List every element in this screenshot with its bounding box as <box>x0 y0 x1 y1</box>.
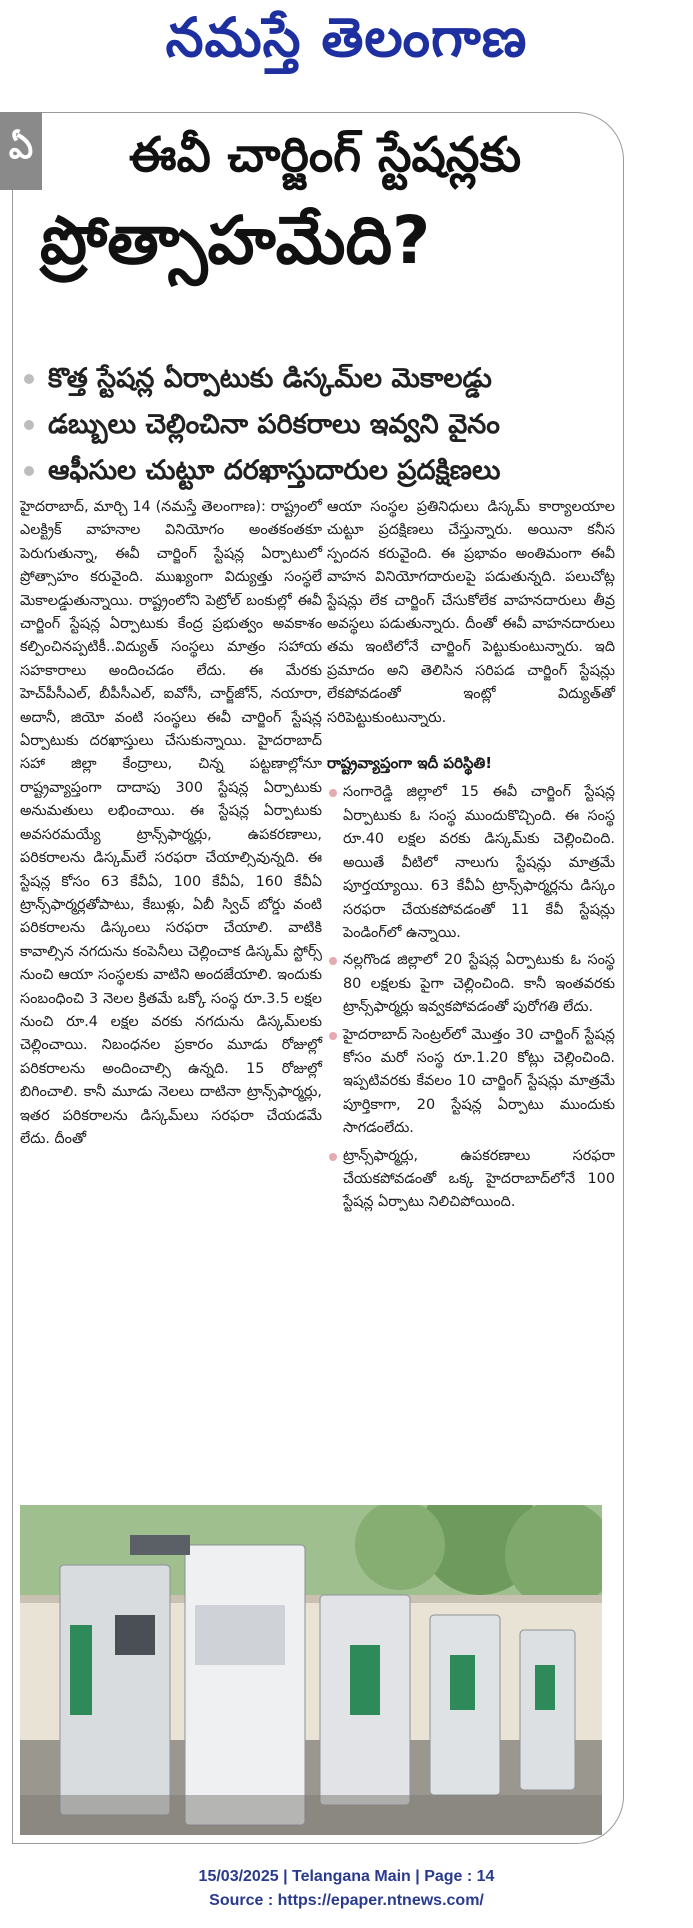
bullet-icon <box>329 1153 337 1161</box>
footer-edition-info: 15/03/2025 | Telangana Main | Page : 14 <box>198 1868 495 1885</box>
headline-line-2: ప్రోత్సాహమేది? <box>40 202 431 280</box>
situation-item: నల్లగొండ జిల్లాలో 20 స్టేషన్ల ఏర్పాటుకు ఓ సంస్థ 80 లక్షలకు పైగా చెల్లించింది. కానీ ఇంతవరకు ట్రాన్స్‌ఫార్మర్లు ఇవ్వకపోవడంతో పురోగతి లేదు. <box>327 949 615 1019</box>
body-paragraph: ఆయా సంస్థల ప్రతినిధులు డిస్కమ్ కార్యాలయాల చుట్టూ ప్రదక్షిణలు చేస్తున్నారు. అయినా కనీస స్పందన కరువైంది. ఈ ప్రభావం అంతిమంగా ఈవీ వాహన వినియోగదారులపై పడుతున్నది. పలుచోట్ల స్టేషన్లు లేక చార్జింగ్ చేసుకోలేక వాహనదారులు తీవ్ర అవస్థలు పడుతున్నారు. దీంతో ఈవీ వాహనదారులు తమ ఇంటిలోనే చార్జింగ్ పెట్టుకుంటున్నారు. ఇది ప్రమాదం అని తెలిసిన సరిపడ చార్జింగ్ స్టేషన్లు లేకపోవడంతో ఇంట్లో విద్యుత్‌తో సరిపెట్టుకుంటున్నారు. <box>327 499 615 726</box>
article-body-right-column <box>327 496 615 1219</box>
bullet-icon <box>24 466 34 476</box>
bullet-icon <box>329 1032 337 1040</box>
newspaper-masthead: నమస్తే తెలంగాణ <box>165 5 528 69</box>
headline-line-1: ఈవీ చార్జింగ్ స్టేషన్లకు <box>128 127 522 183</box>
article-headline <box>40 128 610 279</box>
ev-charging-stations-photo <box>20 1505 602 1835</box>
body-paragraph: హైదరాబాద్, మార్చి 14 (నమస్తే తెలంగాణ): రాష్ట్రంలో ఎలక్ట్రిక్ వాహనాల వినియోగం అంతకంతకూ పెరుగుతున్నా, ఈవీ చార్జింగ్ స్టేషన్ల ఏర్పాటులో ప్రోత్సాహం కరువైంది. ముఖ్యంగా విద్యుత్తు సంస్థలే మెకాలడ్డుతున్నాయి. రాష్ట్రంలోని పెట్రోల్ బంకుల్లో ఈవీ చార్జింగ్ స్టేషన్ల ఏర్పాటుకు కేంద్ర ప్రభుత్వం అవకాశం కల్పించినప్పటికీ..విద్యుత్ సంస్థలు మాత్రం సహాయ సహకారాలు అందించడం లేదు. ఈ మేరకు హెచ్‌పీసీఎల్, బీపీసీఎల్, ఐవోసీ, చార్జ్‌జోన్, నయారా, అదానీ, జియో వంటి సంస్థలు ఈవీ చార్జింగ్ స్టేషన్ల ఏర్పాటుకు దరఖాస్తులు చేసుకున్నాయి. హైదరాబాద్ సహా జిల్లా కేంద్రాలు, చిన్న పట్టణాల్లోనూ రాష్ట్రవ్యాప్తంగా దాదాపు 300 స్టేషన్ల ఏర్పాటుకు అనుమతులు లభించాయి. ఈ స్టేషన్ల ఏర్పాటుకు అవసరమయ్యే ట్రాన్స్‌ఫార్మర్లు, ఉపకరణాలు, పరికరాలను డిస్కమ్‌లే సరఫరా చేయాల్సివున్నది. ఈ స్టేషన్ల కోసం 63 కేవీఏ, 100 కేవీఏ, 160 కేవీఏ ట్రాన్స్‌ఫార్మర్లతోపాటు, కేబుళ్లు, ఏబీ స్విచ్ బోర్డు వంటి పరికరాలను డిస్కంలు సరఫరా చేయాలి. వాటికి కావాల్సిన నగదును కంపెనీలు చెల్లించాక డిస్కమ్ స్టోర్స్ నుంచి ఆయా సంస్థలకు వాటిని అందజేయాలి. ఇందుకు సంబంధించి 3 నెలల క్రితమే ఒక్కో సంస్థ రూ.3.5 లక్షల నుంచి రూ.4 లక్షల వరకు నగదును డిస్కమ్‌లకు చెల్లించాయి. నిబంధనల ప్రకారం మూడు రోజుల్లో పరికరాలను అందించాల్సి ఉన్నది. 15 రోజుల్లో బిగించాలి. కానీ మూడు నెలలు దాటినా ట్రాన్స్‌ఫార్మర్లు, ఇతర పరికరాలను డిస్కమ్‌లు సరఫరా చేయడమే లేదు. దీంతో <box>20 499 322 1147</box>
bullet-icon <box>329 789 337 797</box>
situation-item: సంగారెడ్డి జిల్లాలో 15 ఈవీ చార్జింగ్ స్టేషన్ల ఏర్పాటుకు ఓ సంస్థ ముందుకొచ్చింది. ఈ సంస్థ రూ.40 లక్షల వరకు డిస్కమ్‌కు చెల్లించింది. అయితే వీటిలో నాలుగు స్టేషన్లు మాత్రమే పూర్తయ్యాయి. 63 కేవీఏ ట్రాన్స్‌ఫార్మర్లను డిస్కం సరఫరా చేయకపోవడంతో 11 కేవీ స్టేషన్లు పెండింగ్‌లో ఉన్నాయి. <box>327 781 615 945</box>
section-subhead: రాష్ట్రవ్యాప్తంగా ఇదీ పరిస్థితి! <box>327 754 493 773</box>
highlight-item: కొత్త స్టేషన్ల ఏర్పాటుకు డిస్కమ్‌ల మెకాలడ్డు <box>24 356 614 402</box>
highlights-list <box>24 356 614 494</box>
situation-list <box>327 781 615 1214</box>
ev-charging-photo-illustration <box>20 1505 602 1835</box>
highlight-item: డబ్బులు చెల్లించినా పరికరాలు ఇవ్వని వైనం <box>24 402 614 448</box>
situation-item: హైదరాబాద్ సెంట్రల్‌లో మొత్తం 30 చార్జింగ్ స్టేషన్ల కోసం మరో సంస్థ రూ.1.20 కోట్లు చెల్లించింది. ఇప్పటివరకు కేవలం 10 చార్జింగ్ స్టేషన్లు మాత్రమే పూర్తికాగా, 20 స్టేషన్ల ఏర్పాటు ముందుకు సాగడంలేదు. <box>327 1024 615 1141</box>
bullet-icon <box>24 374 34 384</box>
footer-source-link[interactable]: Source : https://epaper.ntnews.com/ <box>209 1892 484 1909</box>
page-tab: ఏ <box>0 112 42 190</box>
bullet-icon <box>329 957 337 965</box>
highlight-item: ఆఫీసుల చుట్టూ దరఖాస్తుదారుల ప్రదక్షిణలు <box>24 448 614 494</box>
bullet-icon <box>24 420 34 430</box>
situation-item: ట్రాన్స్‌ఫార్మర్లు, ఉపకరణాలు సరఫరా చేయకపోవడంతో ఒక్క హైదరాబాద్‌లోనే 100 స్టేషన్ల ఏర్పాటు నిలిచిపోయింది. <box>327 1145 615 1215</box>
article-body-left-column <box>20 496 322 1151</box>
